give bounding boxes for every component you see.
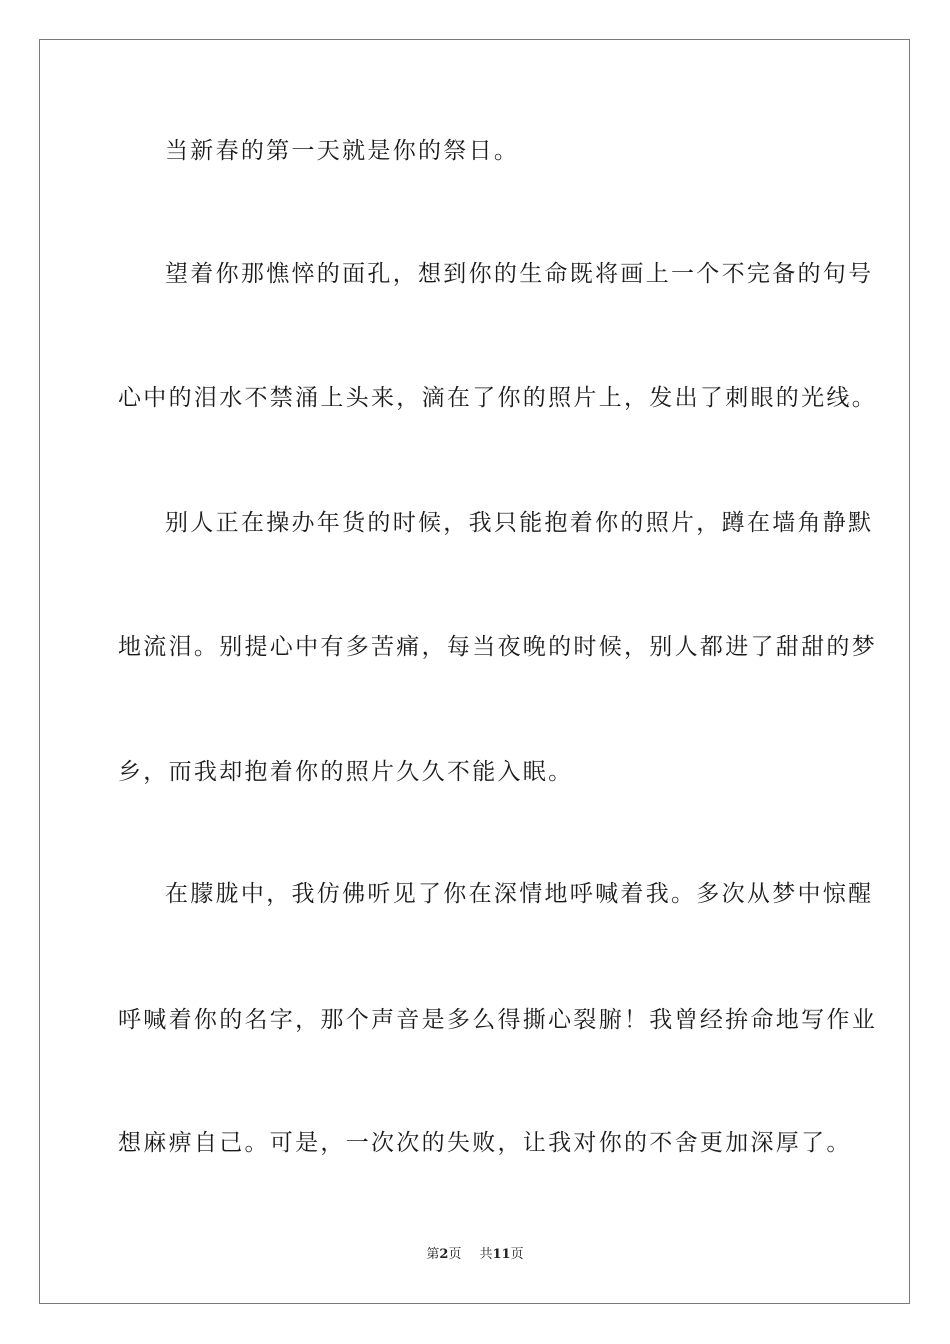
text-line-9: 想麻痹自己。可是，一次次的失败，让我对你的不舍更加深厚了。: [118, 1130, 852, 1156]
footer-page-prefix: 第: [426, 1247, 440, 1262]
text-line-5: 地流泪。别提心中有多苦痛，每当夜晚的时候，别人都进了甜甜的梦: [118, 634, 877, 660]
footer-total-prefix: 共: [479, 1247, 493, 1262]
text-line-1: 当新春的第一天就是你的祭日。: [165, 138, 520, 164]
footer-page-number: 2: [439, 1247, 449, 1262]
page-border: [39, 39, 910, 1304]
text-line-7: 在朦胧中，我仿佛听见了你在深情地呼喊着我。多次从梦中惊醒: [165, 881, 874, 907]
footer-page-suffix: 页: [448, 1247, 462, 1262]
text-line-6: 乡，而我却抱着你的照片久久不能入眠。: [118, 759, 574, 785]
page-footer: [0, 1247, 950, 1263]
text-line-3: 心中的泪水不禁涌上头来，滴在了你的照片上，发出了刺眼的光线。: [118, 385, 877, 411]
footer-total-number: 11: [492, 1247, 511, 1262]
footer-total-suffix: 页: [510, 1247, 524, 1262]
text-line-8: 呼喊着你的名字，那个声音是多么得撕心裂腑！我曾经拚命地写作业: [118, 1007, 877, 1033]
text-line-2: 望着你那憔悴的面孔，想到你的生命既将画上一个不完备的句号: [165, 261, 874, 287]
text-line-4: 别人正在操办年货的时候，我只能抱着你的照片，蹲在墙角静默: [165, 510, 874, 536]
